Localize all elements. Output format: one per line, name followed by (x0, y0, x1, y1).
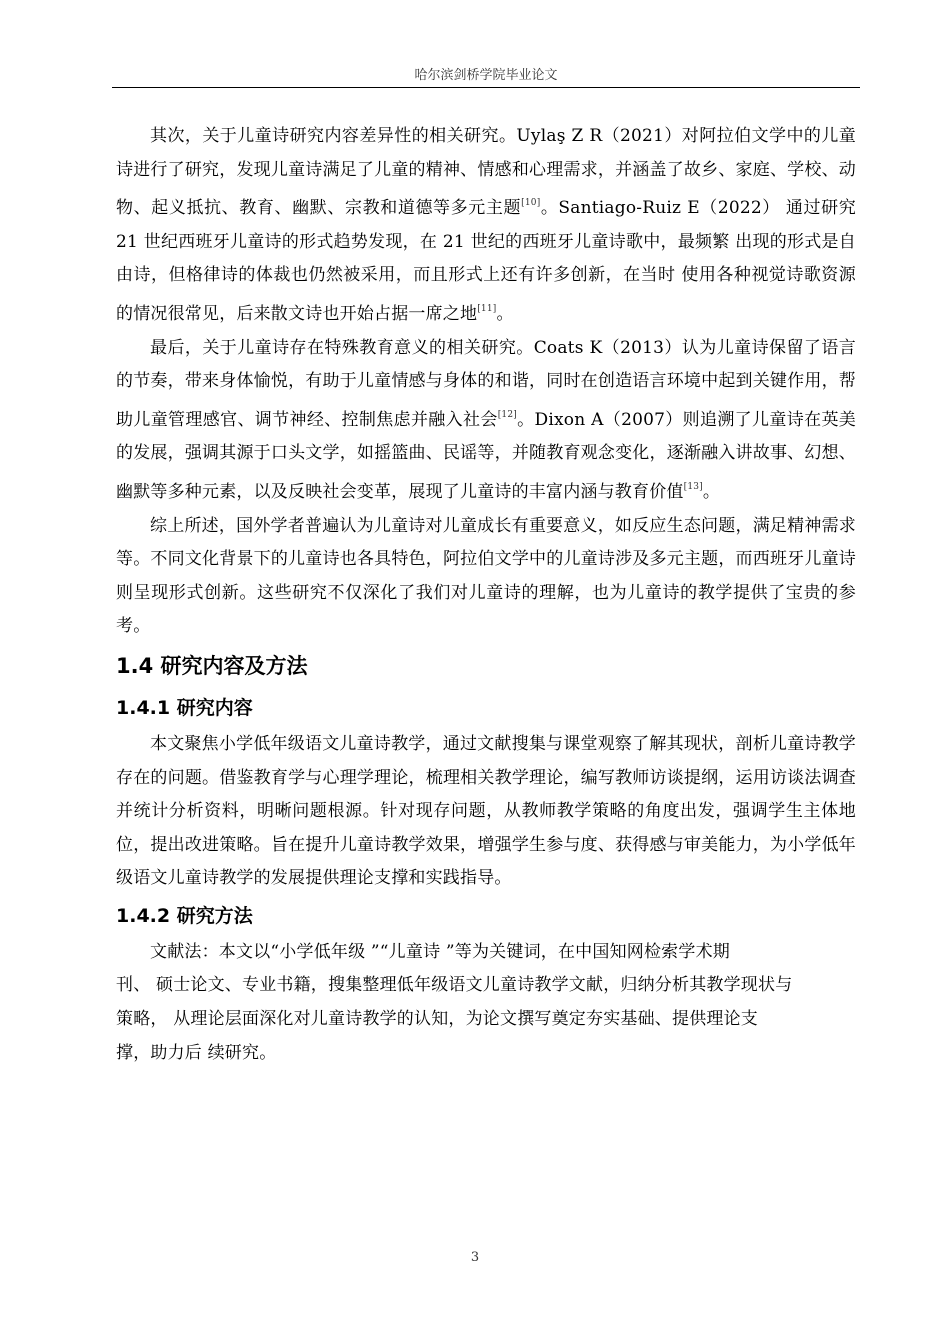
citation-ref[interactable]: [12] (497, 409, 517, 420)
paragraph-line: 撑，助力后 续研究。 (116, 1042, 277, 1063)
paragraph-text: 。 (702, 481, 721, 502)
paragraph-text: 最后，关于儿童诗存在特殊教育意义的相关研究。Coats K（2013）认为儿童诗保留了语言的节奏，带来身体愉悦，有助于儿童情感与身体的和谐，同时在创造语言环境中起到关键作用，帮助儿童管理感官、调节神经、控制焦虑并融入社会 (116, 337, 856, 430)
paragraph-line: 文献法：本文以“小学低年级 ”“儿童诗 ”等为关键词，在中国知网检索学术期 (150, 941, 730, 962)
section-heading-1-4-2: 1.4.2 研究方法 (116, 904, 253, 927)
section-heading-1-4: 1.4 研究内容及方法 (116, 653, 308, 678)
paragraph-text: 其次，关于儿童诗研究内容差异性的相关研究。Uylaş Z R（2021）对阿拉伯文学中的儿童诗进行了研究，发现儿童诗满足了儿童的精神、情感和心理需求，并涵盖了故乡、家庭、学校、动物、起义抵抗、教育、幽默、宗教和道德等多元主题 (116, 126, 856, 219)
paragraph-research-content: 本文聚焦小学低年级语文儿童诗教学，通过文献搜集与课堂观察了解其现状，剖析儿童诗教学存在的问题。借鉴教育学与心理学理论，梳理相关教学理论，编写教师访谈提纲，运用访谈法调查并统计分析资料，明晰问题根源。针对现存问题，从教师教学策略的角度出发，强调学生主体地位，提出改进策略。旨在提升儿童诗教学效果，增强学生参与度、获得感与审美能力，为小学低年级语文儿童诗教学的发展提供理论支撑和实践指导。 (116, 733, 856, 889)
page-number: 3 (470, 1250, 480, 1265)
paragraph-summary: 综上所述，国外学者普遍认为儿童诗对儿童成长有重要意义，如反应生态问题，满足精神需求等。不同文化背景下的儿童诗也各具特色，阿拉伯文学中的儿童诗涉及多元主题，而西班牙儿童诗则呈现形式创新。这些研究不仅深化了我们对儿童诗的理解，也为儿童诗的教学提供了宝贵的参考。 (116, 515, 856, 637)
citation-ref[interactable]: [10] (521, 198, 541, 209)
running-header: 哈尔滨剑桥学院毕业论文 (414, 68, 558, 83)
paragraph-line: 策略， 从理论层面深化对儿童诗教学的认知，为论文撰写奠定夯实基础、提供理论支 (116, 1009, 759, 1030)
paragraph-line: 刊、 硕士论文、专业书籍，搜集整理低年级语文儿童诗教学文献，归纳分析其教学现状与 (116, 975, 793, 996)
paragraph-content-differences (116, 120, 856, 332)
citation-ref[interactable]: [11] (477, 303, 497, 314)
header-rule (112, 87, 860, 88)
paragraph-research-methods (116, 936, 856, 1070)
paragraph-text: 。Santiago-Ruiz E（2022） 通过研究 21 世纪西班牙儿童诗的形式趋势发现，在 21 世纪的西班牙儿童诗歌中，最频繁 出现的形式是自由诗，但格律诗的体裁也仍然被采用，而且形式上还有许多创新，在当时 使用各种视觉诗歌资源的情况很常见，后来散文诗也开始占据一席之地 (116, 198, 856, 324)
page-body (116, 120, 856, 1070)
paragraph-text: 。 (496, 303, 514, 324)
section-heading-1-4-1: 1.4.1 研究内容 (116, 696, 253, 719)
paragraph-text: 。Dixon A（2007）则追溯了儿童诗在英美的发展，强调其源于口头文学，如摇篮曲、民谣等，并随教育观念变化，逐渐融入讲故事、幻想、幽默等多种元素，以及反映社会变革，展现了儿童诗的丰富内涵与教育价值 (116, 409, 856, 502)
citation-ref[interactable]: [13] (683, 481, 703, 492)
paragraph-educational-significance (116, 332, 856, 510)
